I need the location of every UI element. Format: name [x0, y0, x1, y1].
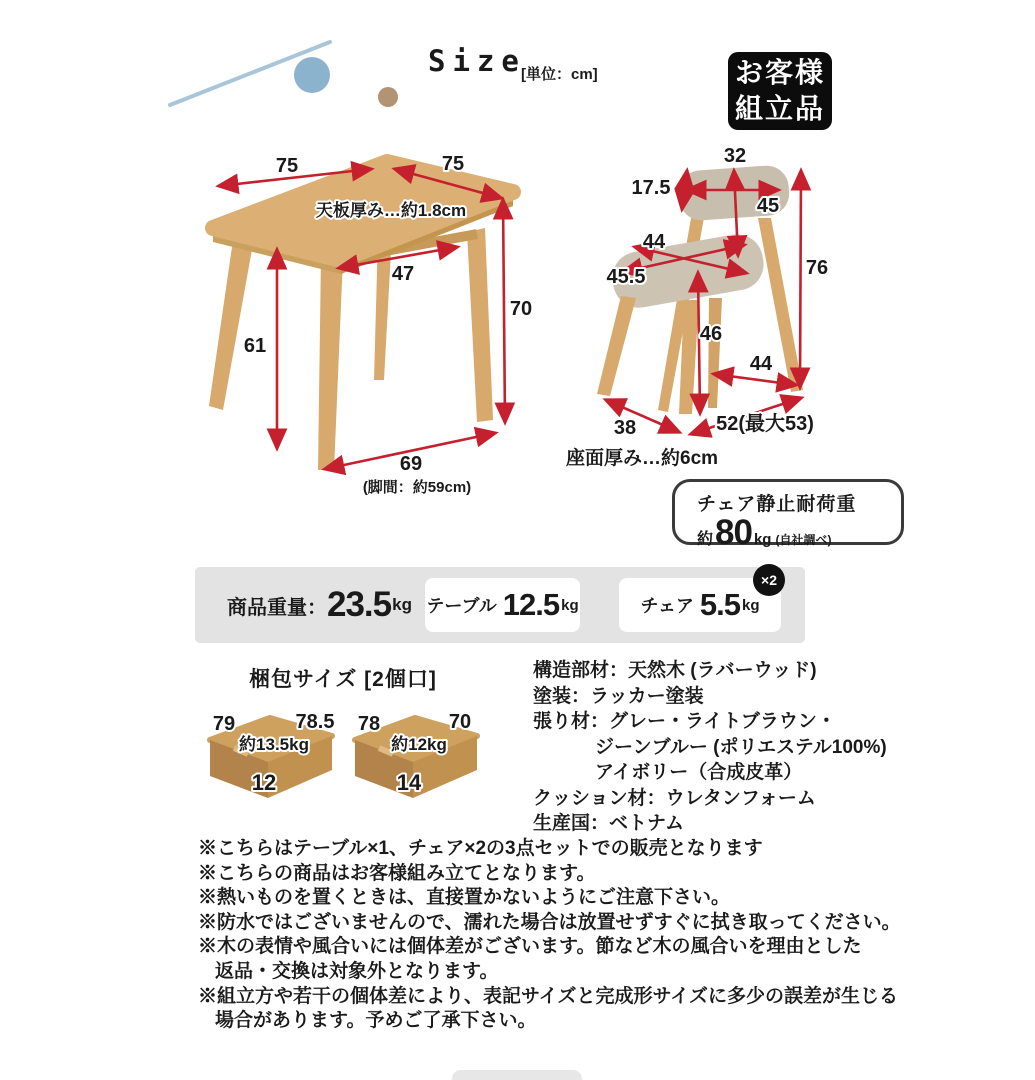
decoration-circle-tan [378, 87, 398, 107]
total-weight-label: 商品重量： [227, 596, 327, 619]
chair-floor-width-label: 38 [613, 417, 637, 439]
box2-width-label: 78 [357, 713, 381, 735]
chair-floor-depth-label: 52(最大53) [716, 413, 814, 435]
spec-line: 張り材：グレー・ライトブラウン・ [533, 711, 836, 732]
chair-leg-inner-label: 44 [749, 353, 773, 375]
load-capacity-box [672, 479, 904, 552]
load-capacity-value-row [697, 513, 901, 553]
load-note: (自社調べ) [775, 533, 832, 547]
load-capacity-title: チェア静止耐荷重 [697, 494, 857, 515]
table-weight-card [425, 578, 580, 632]
note-line: ※こちらの商品はお客様組み立てとなります。 [198, 862, 596, 884]
page-title: Size [428, 44, 526, 78]
assembly-badge [728, 52, 832, 130]
chair-weight-unit: kg [742, 596, 760, 614]
material-specs [533, 658, 887, 837]
table-height-label: 70 [509, 298, 533, 320]
load-value: 80 [715, 513, 752, 552]
box1-weight-label: 約13.5kg [239, 735, 309, 754]
spec-line: 塗装：ラッカー塗装 [533, 685, 704, 707]
box2-weight-label: 約12kg [391, 735, 447, 754]
note-line: ※組立方や若干の個体差により、表記サイズと完成形サイズに多少の誤差が生じる [198, 985, 898, 1007]
table-weight-label: テーブル [426, 596, 497, 616]
note-line: ※熱いものを置くときは、直接置かないようにご注意下さい。 [198, 887, 731, 909]
total-weight-value: 23.5 [327, 585, 392, 624]
bottom-section-peek [452, 1070, 582, 1080]
chair-quantity-badge: ×2 [753, 564, 785, 596]
chair-diagram [565, 140, 855, 452]
chair-seat-depth-label: 45.5 [606, 266, 646, 288]
spec-line: アイボリー（合成皮革） [595, 762, 803, 783]
note-line: 返品・交換は対象外となります。 [215, 960, 499, 982]
box2-height-label: 14 [396, 770, 422, 795]
note-line: ※木の表情や風合いには個体差がございます。節など木の風合いを理由とした [198, 936, 862, 958]
chair-seat-width-label: 44 [642, 231, 666, 253]
corner-decoration [150, 30, 410, 120]
spec-line: ジーンブルー (ポリエステル100%) [595, 736, 887, 758]
chair-seat-height-label: 46 [699, 323, 723, 345]
packaging-heading: 梱包サイズ [2個口] [249, 668, 437, 691]
box1-width-label: 79 [212, 713, 236, 735]
caution-notes [198, 837, 901, 1034]
box2-depth-label: 70 [448, 711, 472, 733]
box1-depth-label: 78.5 [295, 711, 335, 733]
chair-total-height-label: 76 [805, 257, 829, 279]
packaging-box-2 [343, 690, 488, 802]
note-line: 場合があります。予めご了承下さい。 [215, 1010, 537, 1032]
total-weight [227, 567, 412, 643]
chair-weight-value: 5.5 [699, 587, 741, 622]
weight-bar [195, 567, 805, 643]
table-leg-inner-label: 47 [391, 263, 415, 285]
chair-front-legs [597, 296, 699, 414]
seat-thickness-note: 座面厚み…約6cm [566, 448, 719, 469]
spec-line: 生産国：ベトナム [533, 813, 685, 834]
table-clearance-label: 61 [243, 335, 267, 357]
chair-rear-leg [708, 298, 722, 408]
total-weight-unit: kg [392, 595, 412, 614]
table-leg-span-note: (脚間：約59cm) [362, 479, 472, 496]
table-bottom-width-label: 69 [399, 453, 423, 475]
chair-back-height-label: 17.5 [631, 177, 671, 199]
spec-line: クッション材：ウレタンフォーム [533, 787, 816, 809]
chair-weight-label: チェア [640, 596, 694, 616]
load-unit: kg [753, 531, 772, 548]
packaging-box-1 [198, 690, 343, 802]
decoration-circle-blue [294, 57, 330, 93]
table-top-width-label: 75 [275, 155, 299, 177]
assembly-badge-line1: お客様 [734, 56, 825, 88]
note-line: ※防水ではございませんので、濡れた場合は放置せずすぐに拭き取ってください。 [198, 911, 901, 933]
note-line: ※こちらはテーブル×1、チェア×2の3点セットでの販売となります [198, 838, 763, 859]
load-approx: 約 [697, 531, 714, 548]
table-weight-unit: kg [561, 596, 579, 614]
box1-height-label: 12 [251, 770, 277, 795]
assembly-badge-line2: 組立品 [734, 93, 825, 124]
unit-note: [単位：cm] [521, 66, 598, 83]
table-diagram [195, 140, 540, 505]
chair-back-to-seat-label: 32 [723, 145, 747, 167]
spec-line: 構造部材：天然木 (ラバーウッド) [533, 660, 817, 681]
table-thickness-note: 天板厚み…約1.8cm [315, 201, 467, 220]
chair-back-width-label: 45 [756, 195, 780, 217]
table-weight-value: 12.5 [502, 587, 560, 622]
table-top-depth-label: 75 [441, 153, 465, 175]
